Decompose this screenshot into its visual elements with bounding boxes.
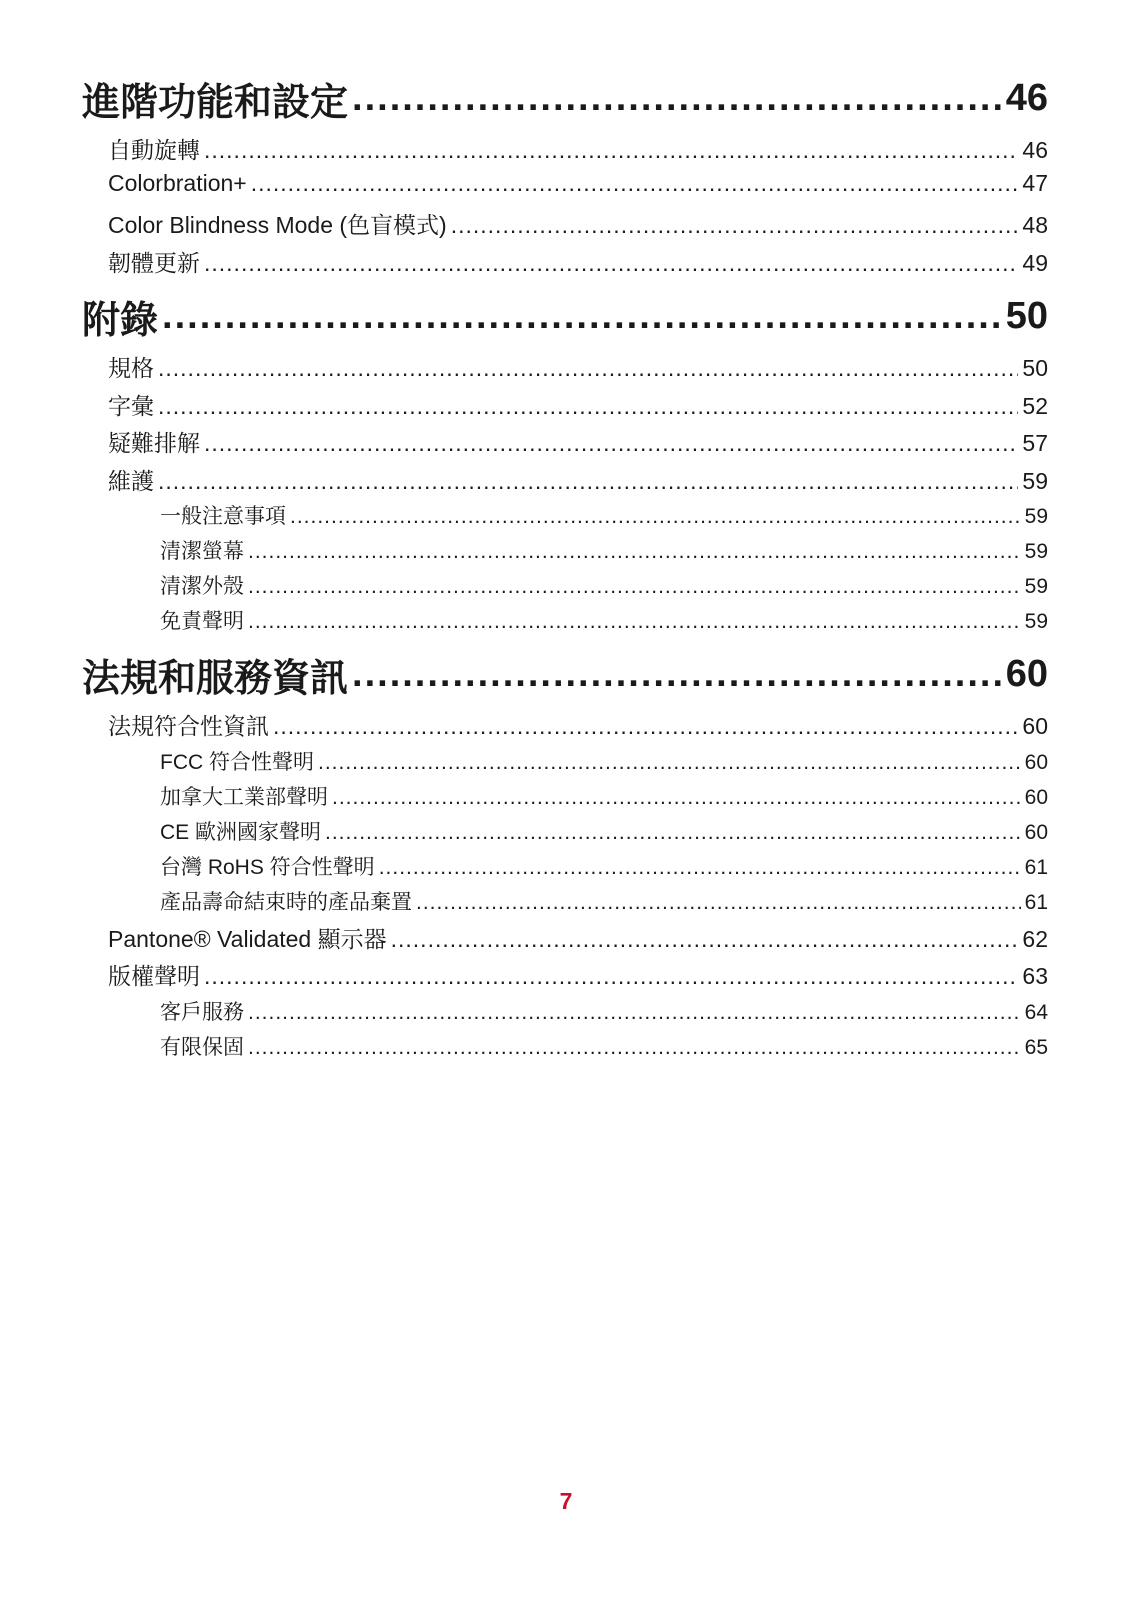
toc-item-copyright[interactable]: 版權聲明 ..... 63	[82, 958, 1048, 996]
toc-subitem-taiwan-rohs[interactable]: 台灣 RoHS 符合性聲明 ..... 61	[82, 851, 1048, 886]
toc-item-glossary[interactable]: 字彙 ..... 52	[82, 388, 1048, 426]
toc-item-compliance-info[interactable]: 法規符合性資訊 ..... 60	[82, 708, 1048, 746]
toc-section-advanced-features[interactable]: 進階功能和設定 ..... 46	[82, 64, 1048, 132]
toc-section-regulatory[interactable]: 法規和服務資訊 ..... 60	[82, 640, 1048, 708]
toc-subitem-ce[interactable]: CE 歐洲國家聲明 ..... 60	[82, 816, 1048, 851]
toc-item-maintenance[interactable]: 維護 ..... 59	[82, 463, 1048, 501]
table-of-contents	[82, 64, 1048, 1066]
toc-subitem-fcc[interactable]: FCC 符合性聲明 ..... 60	[82, 746, 1048, 781]
toc-subitem-customer-service[interactable]: 客戶服務 ..... 64	[82, 996, 1048, 1031]
toc-item-auto-rotate[interactable]: 自動旋轉 ..... 46	[82, 132, 1048, 170]
toc-subitem-industry-canada[interactable]: 加拿大工業部聲明 ..... 60	[82, 781, 1048, 816]
toc-subitem-limited-warranty[interactable]: 有限保固 ..... 65	[82, 1031, 1048, 1066]
toc-item-specifications[interactable]: 規格 ..... 50	[82, 350, 1048, 388]
toc-subitem-disposal[interactable]: 產品壽命結束時的產品棄置 ..... 61	[82, 886, 1048, 921]
toc-item-color-blindness-mode[interactable]: Color Blindness Mode (色盲模式) ..... 48	[82, 207, 1048, 245]
toc-subitem-cleaning-case[interactable]: 清潔外殼 ..... 59	[82, 570, 1048, 605]
toc-item-colorbration[interactable]: Colorbration+ ..... 47	[82, 170, 1048, 208]
toc-item-troubleshooting[interactable]: 疑難排解 ..... 57	[82, 425, 1048, 463]
toc-item-firmware-update[interactable]: 韌體更新 ..... 49	[82, 245, 1048, 283]
page-number: 7	[559, 1488, 573, 1514]
toc-item-pantone[interactable]: Pantone® Validated 顯示器 ..... 62	[82, 921, 1048, 959]
toc-subitem-disclaimer[interactable]: 免責聲明 ..... 59	[82, 605, 1048, 640]
toc-section-appendix[interactable]: 附錄 ..... 50	[82, 282, 1048, 350]
toc-subitem-cleaning-screen[interactable]: 清潔螢幕 ..... 59	[82, 535, 1048, 570]
toc-subitem-general-precautions[interactable]: 一般注意事項 ..... 59	[82, 500, 1048, 535]
